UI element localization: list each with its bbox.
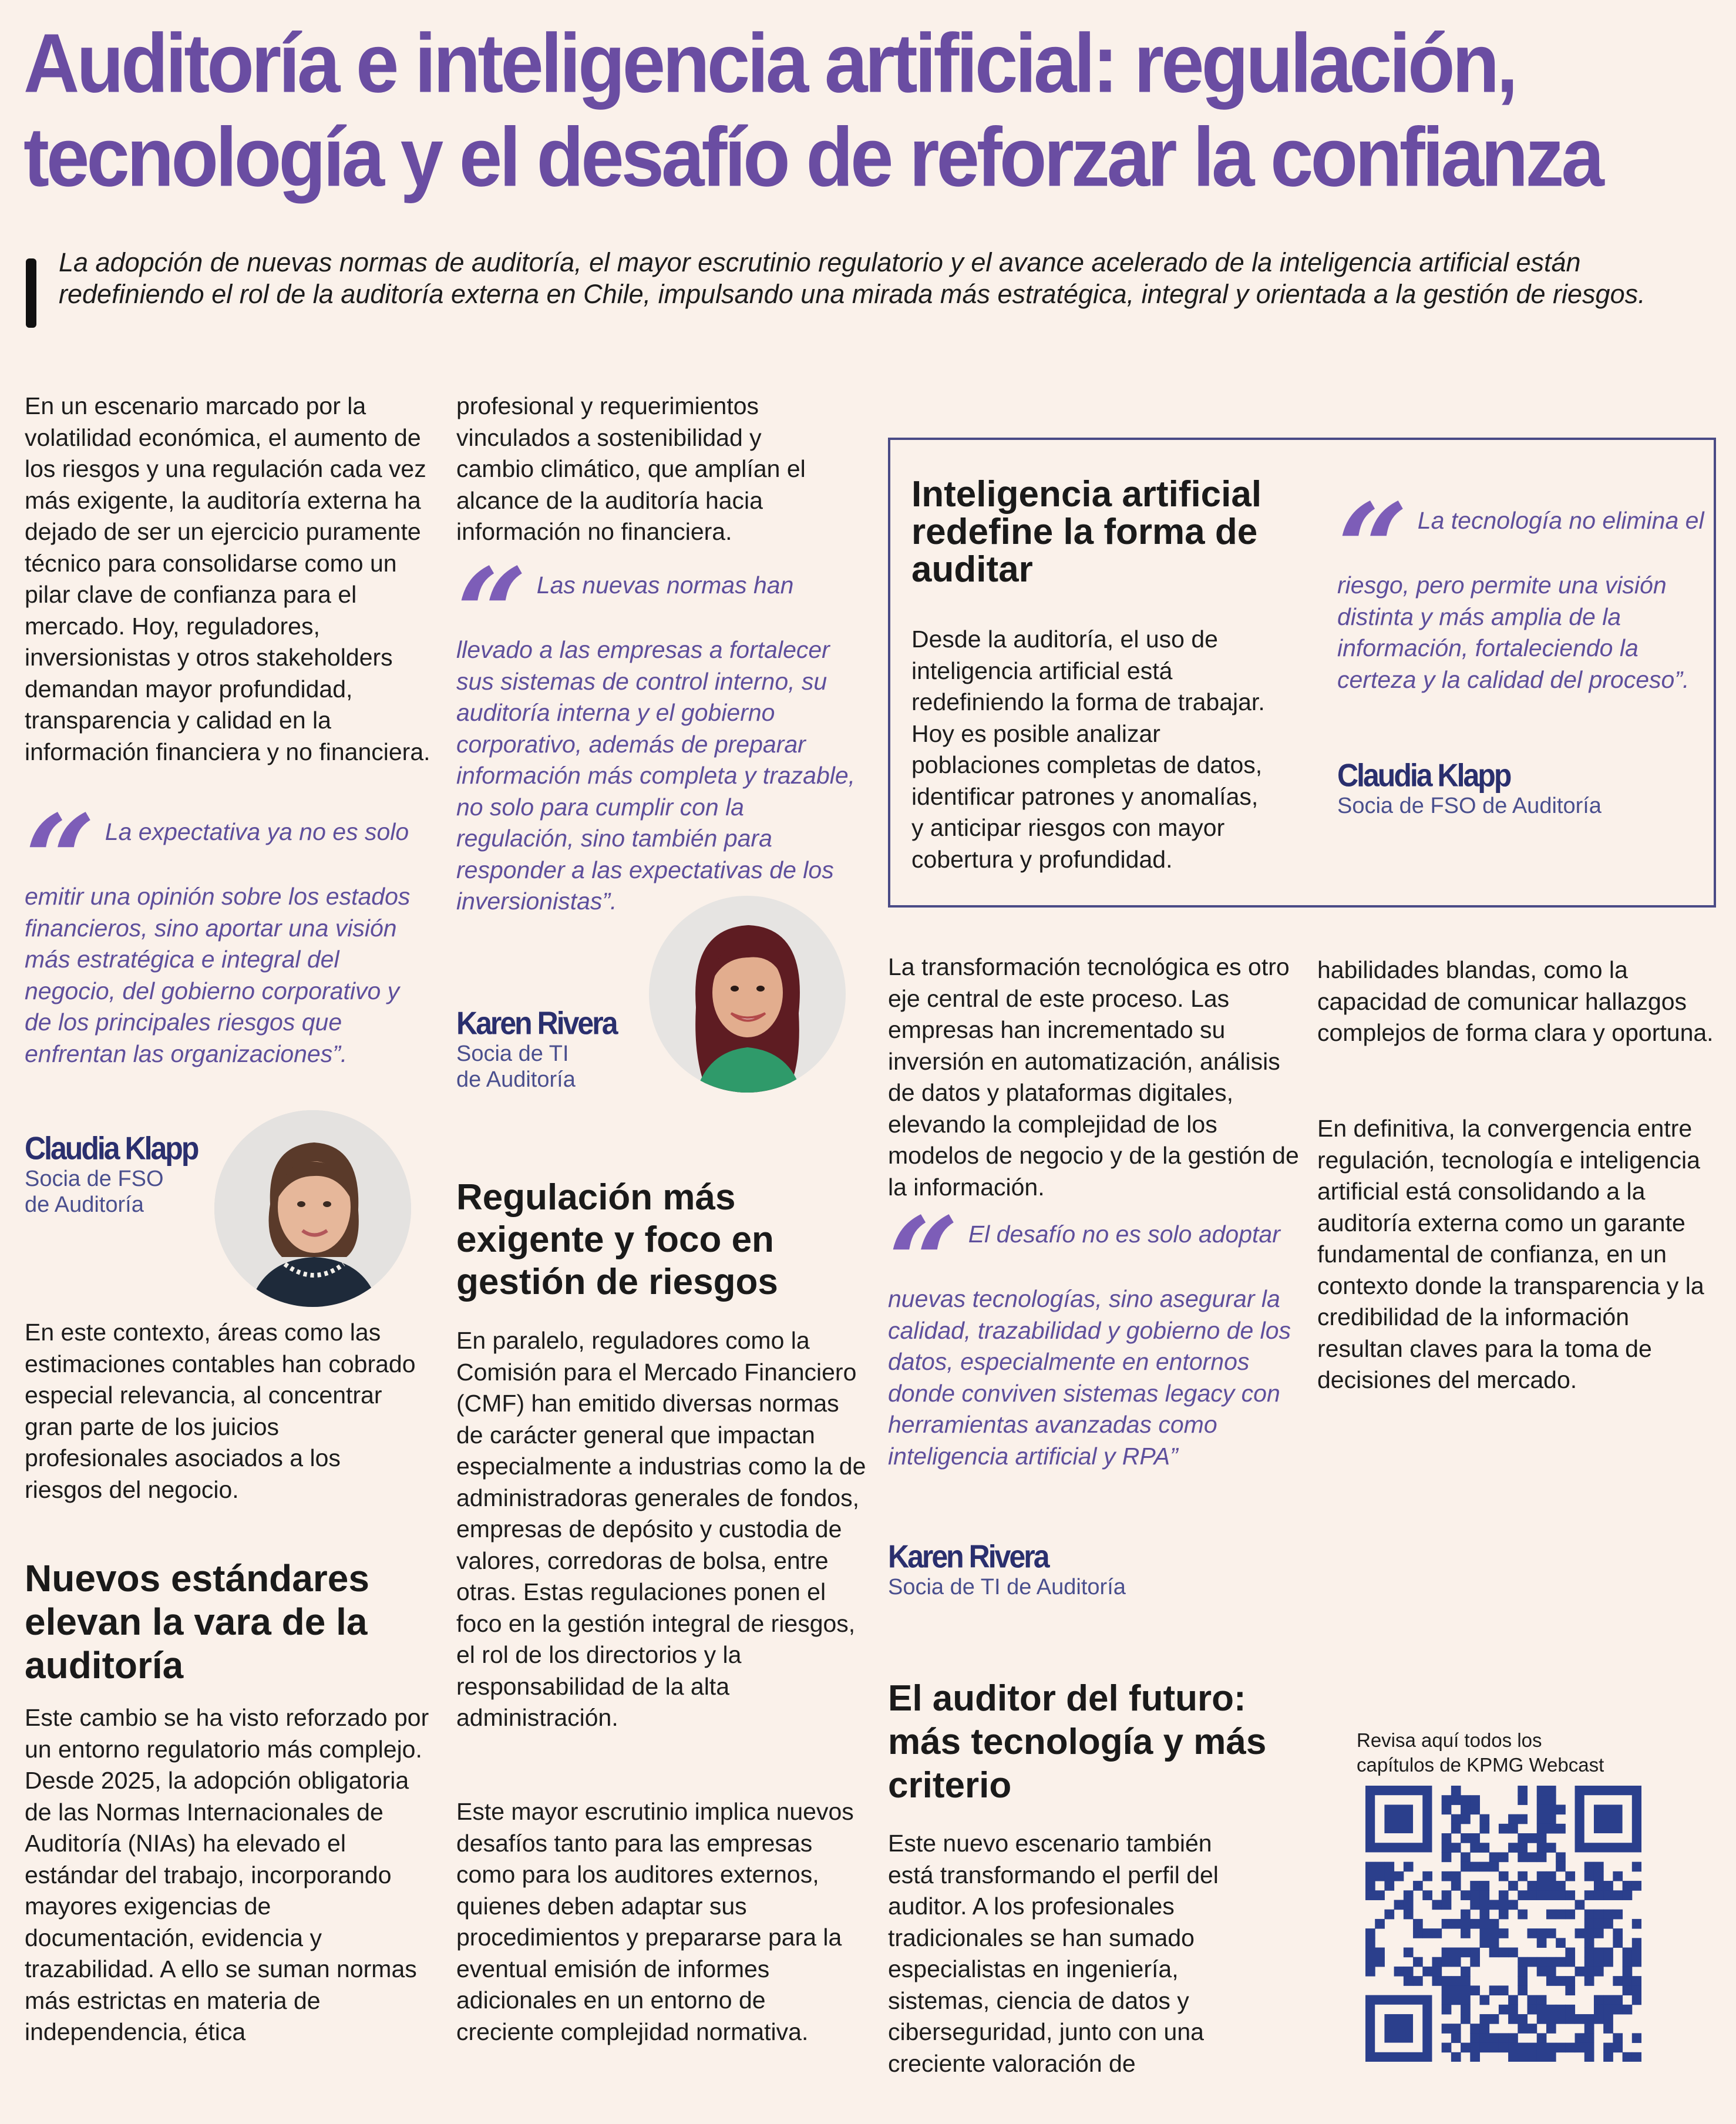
col2-paragraph-2: En paralelo, reguladores como la Comisión para el Mercado Financiero (CMF) han emitido diversas normas de carácter general que impactan especialmente a industrias como la de administradoras generales de fondos, empresas de depósito y custodia de valores, corredoras de bolsa, entre otras. Estas regulaciones ponen el foco en la gestión integral de riesgos, el rol de los directorios y la responsabilidad de la alta administración. — [456, 1327, 866, 1731]
speaker-role: Socia de FSO de Auditoría — [1337, 794, 1602, 818]
ai-quote-text: La tecnología no elimina el riesgo, pero permite una visión distinta y más amplia de la información, fortaleciendo la certeza y la calidad del proceso”. — [1337, 507, 1704, 693]
speaker-role: de Auditoría — [456, 1067, 576, 1092]
lead-bar — [26, 258, 36, 328]
article-title: Auditoría e inteligencia artificial: regulación, tecnología y el desafío de reforzar la confianza — [23, 16, 1602, 204]
quote-mark-icon: “ — [888, 1190, 959, 1335]
ai-quote — [1337, 476, 1707, 695]
quote-mark-icon: “ — [456, 541, 527, 686]
col3-quote — [888, 1190, 1299, 1472]
claudia-klapp-photo — [214, 1110, 411, 1307]
col2-speaker — [456, 1006, 633, 1093]
speaker-role: Socia de TI de Auditoría — [888, 1575, 1126, 1599]
col1-speaker — [25, 1131, 201, 1218]
col3-paragraph-1: La transformación tecnológica es otro eje central de este proceso. Las empresas han incrementado su inversión en automatización, análisis de datos y plataformas digitales, elevando la complejidad de los modelos de negocio y de la gestión de la información. — [888, 953, 1299, 1201]
col2-paragraph-3: Este mayor escrutinio implica nuevos desafíos tanto para las empresas como para los auditores externos, quienes deben adaptar sus procedimientos y prepararse para la eventual emisión de informes adicionales en un entorno de creciente complejidad normativa. — [456, 1798, 854, 2045]
speaker-name: Claudia Klapp — [1337, 757, 1510, 794]
speaker-role: Socia de TI — [456, 1041, 569, 1066]
col4-paragraph-2: En definitiva, la convergencia entre regulación, tecnología e inteligencia artificial está consolidando a la auditoría externa como un garante fundamental de confianza, en un contexto donde la transparencia y la credibilidad de la información resultan claves para la toma de decisiones del mercado. — [1317, 1115, 1704, 1393]
speaker-name: Claudia Klapp — [25, 1130, 198, 1167]
lead-paragraph: La adopción de nuevas normas de auditoría, el mayor escrutinio regulatorio y el avance acelerado de la inteligencia artificial están redefiniendo el rol de la auditoría externa en Chile, impulsando una mirada más estratégica, integral y orientada a la gestión de riesgos. — [59, 247, 1646, 309]
ai-body: Desde la auditoría, el uso de inteligencia artificial está redefiniendo la forma de trabajar. Hoy es posible analizar poblaciones completas de datos, identificar patrones y anomalías, y anticipar riesgos con mayor cobertura y profundidad. — [911, 626, 1265, 873]
heading-new-standards: Nuevos estándares elevan la vara de la auditoría — [25, 1557, 369, 1686]
karen-rivera-photo — [649, 896, 846, 1093]
heading-future-auditor: El auditor del futuro: más tecnología y más criterio — [888, 1678, 1267, 1806]
speaker-role: Socia de FSO — [25, 1167, 164, 1191]
qr-code[interactable] — [1365, 1786, 1641, 2062]
qr-code-graphic — [1365, 1786, 1641, 2062]
qr-caption-line: capítulos de KPMG Webcast — [1357, 1754, 1604, 1776]
col1-quote — [25, 788, 424, 1070]
col3-paragraph-2: Este nuevo escenario también está transformando el perfil del auditor. A los profesionales tradicionales se han sumado especialistas en ingeniería, sistemas, ciencia de datos y ciberseguridad, junto con una creciente valoración de — [888, 1830, 1219, 2077]
heading-regulation: Regulación más exigente y foco en gestión de riesgos — [456, 1177, 778, 1302]
quote-mark-icon: “ — [1337, 476, 1408, 621]
col3-speaker — [888, 1539, 1240, 1600]
qr-caption-line: Revisa aquí todos los — [1357, 1729, 1542, 1751]
quote-mark-icon: “ — [25, 788, 96, 933]
ai-speaker — [1337, 758, 1690, 819]
col1-paragraph-3: Este cambio se ha visto reforzado por un entorno regulatorio más complejo. Desde 2025, la adopción obligatoria de las Normas Internacionales de Auditoría (NIAs) ha elevado el estándar del trabajo, incorporando mayores exigencias de documentación, evidencia y trazabilidad. A ello se suman normas más estrictas en materia de independencia, ética — [25, 1704, 429, 2045]
col1-paragraph-2: En este contexto, áreas como las estimaciones contables han cobrado especial relevancia, al concentrar gran parte de los juicios profesionales asociados a los riesgos del negocio. — [25, 1319, 416, 1503]
col2-paragraph-1: profesional y requerimientos vinculados a sostenibilidad y cambio climático, que amplían el alcance de la auditoría hacia información no financiera. — [456, 392, 806, 545]
col1-paragraph-1: En un escenario marcado por la volatilidad económica, el aumento de los riesgos y una regulación cada vez más exigente, la auditoría externa ha dejado de ser un ejercicio puramente técnico para consolidarse como un pilar clave de confianza para el mercado. Hoy, reguladores, inversionistas y otros stakeholders demandan mayor profundidad, transparencia y calidad en la información financiera y no financiera. — [25, 392, 430, 765]
speaker-role: de Auditoría — [25, 1192, 144, 1217]
col3-quote-text: El desafío no es solo adoptar nuevas tecnologías, sino asegurar la calidad, trazabilidad y gobierno de los datos, especialmente en entornos donde conviven sistemas legacy con herramientas avanzadas como inteligencia artificial y RPA” — [888, 1221, 1291, 1470]
col4-paragraph-1: habilidades blandas, como la capacidad de comunicar hallazgos complejos de forma clara y oportuna. — [1317, 956, 1714, 1046]
col2-quote — [456, 541, 856, 918]
col2-quote-text: Las nuevas normas han llevado a las empresas a fortalecer sus sistemas de control interno, su auditoría interna y el gobierno corporativo, además de preparar información más completa y trazable, no solo para cumplir con la regulación, sino también para responder a las expectativas de los inversionistas”. — [456, 572, 856, 915]
speaker-name: Karen Rivera — [456, 1004, 617, 1041]
heading-ai: Inteligencia artificial redefine la forma de auditar — [911, 474, 1262, 590]
qr-caption — [1357, 1728, 1685, 1777]
speaker-name: Karen Rivera — [888, 1538, 1048, 1575]
col1-quote-text: La expectativa ya no es solo emitir una opinión sobre los estados financieros, sino aportar una visión más estratégica e integral del negocio, del gobierno corporativo y de los principales riesgos que enfrentan las organizaciones”. — [25, 818, 411, 1067]
